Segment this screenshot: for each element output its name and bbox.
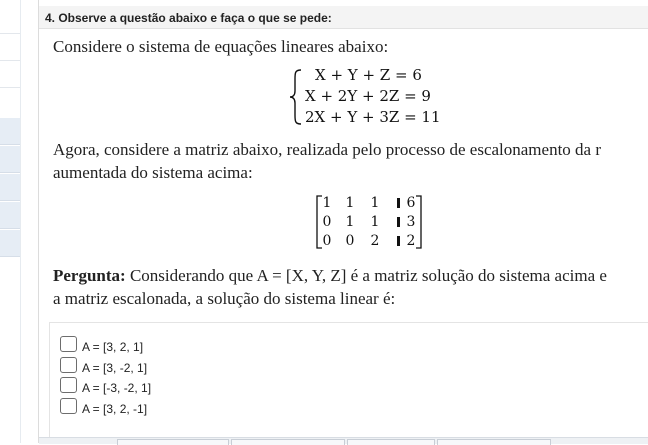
nav-item[interactable] — [0, 174, 20, 201]
left-navigation — [0, 0, 21, 443]
matrix-cell: 0 — [322, 233, 332, 249]
answer-options — [49, 322, 648, 441]
matrix-cell: 0 — [345, 233, 355, 249]
question-title: 4. Observe a questão abaixo e faça o que se pede: — [45, 11, 332, 25]
nav-item[interactable] — [0, 118, 20, 145]
augment-divider — [397, 198, 400, 208]
question-panel — [38, 0, 648, 443]
matrix-cell: 1 — [370, 195, 380, 211]
nav-item[interactable] — [0, 146, 20, 173]
toolbar-tab[interactable] — [117, 439, 229, 445]
question-header — [39, 6, 648, 29]
option-a[interactable] — [60, 336, 280, 356]
matrix-cell: 1 — [322, 195, 332, 211]
intro-text: Considere o sistema de equações lineares abaixo: — [53, 37, 389, 56]
paragraph-line-2: aumentada do sistema acima: — [53, 163, 253, 182]
nav-item[interactable] — [0, 230, 20, 257]
pergunta-line-1 — [53, 266, 607, 286]
nav-item[interactable] — [0, 202, 20, 229]
pergunta-line-2: a matriz escalonada, a solução do sistema linear é: — [53, 289, 396, 308]
checkbox[interactable] — [60, 398, 77, 414]
paragraph-line-1: Agora, considere a matriz abaixo, realizada pelo processo de escalonamento da r — [53, 140, 602, 159]
toolbar-tab[interactable] — [437, 439, 551, 445]
nav-divider — [0, 87, 20, 88]
matrix-cell: 6 — [406, 195, 416, 211]
augment-divider — [397, 236, 400, 246]
option-label: A = [3, 2, -1] — [82, 402, 148, 416]
checkbox[interactable] — [60, 377, 77, 393]
left-brace-icon — [289, 69, 303, 125]
augmented-matrix — [315, 194, 423, 250]
equation-2: X + 2Y + 2Z = 9 — [305, 87, 431, 105]
checkbox[interactable] — [60, 336, 77, 352]
toolbar-tab[interactable] — [231, 439, 345, 445]
pergunta-label: Pergunta: — [53, 266, 126, 285]
matrix-cell: 1 — [345, 195, 355, 211]
matrix-cell: 2 — [370, 233, 380, 249]
equation-1: X + Y + Z = 6 — [315, 66, 422, 84]
option-b[interactable] — [60, 357, 280, 377]
option-label: A = [3, -2, 1] — [82, 361, 148, 375]
matrix-cell: 3 — [406, 214, 416, 230]
matrix-cell: 1 — [370, 214, 380, 230]
nav-divider — [0, 60, 20, 61]
matrix-cell: 0 — [322, 214, 332, 230]
option-label: A = [-3, -2, 1] — [82, 381, 152, 395]
option-c[interactable] — [60, 377, 280, 397]
nav-divider — [0, 33, 20, 34]
option-d[interactable] — [60, 398, 280, 418]
toolbar-tab[interactable] — [347, 439, 435, 445]
option-label: A = [3, 2, 1] — [82, 340, 144, 354]
checkbox[interactable] — [60, 357, 77, 373]
augment-divider — [397, 217, 400, 227]
pergunta-text: Considerando que A = [X, Y, Z] é a matriz solução do sistema acima e — [125, 266, 607, 285]
equation-3: 2X + Y + 3Z = 11 — [305, 108, 441, 126]
matrix-cell: 2 — [406, 233, 416, 249]
equation-system — [289, 66, 459, 128]
matrix-cell: 1 — [345, 214, 355, 230]
